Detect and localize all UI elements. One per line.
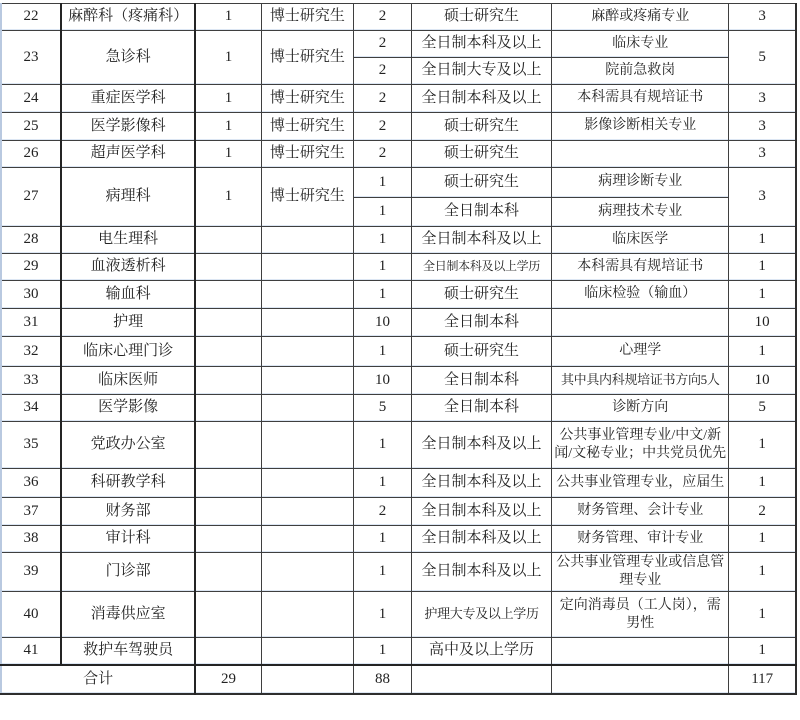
table-cell: 硕士研究生	[411, 141, 551, 168]
table-cell	[195, 227, 261, 254]
table-cell	[552, 141, 729, 168]
table-cell	[261, 337, 353, 367]
table-cell: 10	[353, 309, 411, 337]
table-cell: 10	[729, 367, 796, 395]
table-row	[1, 553, 796, 592]
table-cell	[195, 422, 261, 469]
table-cell: 病理诊断专业	[552, 168, 729, 198]
table-cell: 1	[353, 526, 411, 553]
table-cell: 22	[1, 4, 61, 31]
table-cell: 病理科	[61, 168, 195, 227]
table-cell: 合计	[1, 665, 195, 694]
table-cell: 临床心理门诊	[61, 337, 195, 367]
table-cell: 39	[1, 553, 61, 592]
table-cell: 全日制本科及以上	[411, 227, 551, 254]
table-cell: 博士研究生	[261, 85, 353, 113]
table-cell: 1	[195, 141, 261, 168]
table-cell: 定向消毒员（工人岗），需男性	[552, 592, 729, 638]
table-cell: 2	[353, 58, 411, 85]
table-cell: 1	[729, 254, 796, 281]
table-cell: 26	[1, 141, 61, 168]
table-cell: 硕士研究生	[411, 337, 551, 367]
table-cell: 诊断方向	[552, 395, 729, 422]
table-cell: 41	[1, 638, 61, 665]
table-cell: 2	[729, 498, 796, 526]
table-row	[1, 254, 796, 281]
table-cell: 超声医学科	[61, 141, 195, 168]
table-cell: 全日制本科及以上	[411, 85, 551, 113]
table-cell: 医学影像	[61, 395, 195, 422]
table-cell: 1	[353, 638, 411, 665]
table-cell: 全日制本科及以上	[411, 526, 551, 553]
table-row	[1, 168, 796, 198]
table-cell	[261, 422, 353, 469]
table-cell: 1	[353, 337, 411, 367]
table-row	[1, 367, 796, 395]
table-cell: 麻醉或疼痛专业	[552, 4, 729, 31]
table-cell	[261, 526, 353, 553]
table-cell: 32	[1, 337, 61, 367]
table-cell: 本科需具有规培证书	[552, 85, 729, 113]
table-cell: 1	[353, 254, 411, 281]
table-cell: 1	[729, 227, 796, 254]
table-cell: 30	[1, 281, 61, 309]
table-cell: 1	[729, 553, 796, 592]
table-cell: 1	[353, 469, 411, 498]
table-cell: 博士研究生	[261, 113, 353, 141]
table-cell: 全日制本科及以上	[411, 31, 551, 58]
table-cell: 全日制本科及以上学历	[411, 254, 551, 281]
table-cell: 全日制本科及以上	[411, 498, 551, 526]
table-cell: 病理技术专业	[552, 198, 729, 227]
table-cell: 2	[353, 85, 411, 113]
table-cell: 门诊部	[61, 553, 195, 592]
table-cell: 1	[729, 592, 796, 638]
table-cell	[195, 498, 261, 526]
table-cell: 财务管理、审计专业	[552, 526, 729, 553]
table-cell: 34	[1, 395, 61, 422]
table-cell: 全日制本科	[411, 395, 551, 422]
table-cell	[261, 254, 353, 281]
table-cell: 1	[353, 553, 411, 592]
table-cell	[411, 665, 551, 694]
table-cell: 全日制本科及以上	[411, 422, 551, 469]
table-cell: 3	[729, 113, 796, 141]
table-cell: 医学影像科	[61, 113, 195, 141]
table-cell: 40	[1, 592, 61, 638]
table-cell	[261, 395, 353, 422]
table-cell: 25	[1, 113, 61, 141]
table-cell: 5	[729, 395, 796, 422]
table-cell	[261, 227, 353, 254]
table-cell: 电生理科	[61, 227, 195, 254]
table-cell: 1	[353, 281, 411, 309]
table-body	[1, 4, 796, 694]
table-row	[1, 4, 796, 31]
table-cell: 救护车驾驶员	[61, 638, 195, 665]
table-cell: 35	[1, 422, 61, 469]
table-cell: 2	[353, 113, 411, 141]
table-row	[1, 395, 796, 422]
table-cell: 37	[1, 498, 61, 526]
table-cell: 科研教学科	[61, 469, 195, 498]
table-cell: 硕士研究生	[411, 281, 551, 309]
table-cell	[552, 309, 729, 337]
table-cell: 高中及以上学历	[411, 638, 551, 665]
table-cell	[195, 337, 261, 367]
table-cell: 27	[1, 168, 61, 227]
table-cell: 36	[1, 469, 61, 498]
table-cell: 临床专业	[552, 31, 729, 58]
table-cell: 1	[729, 526, 796, 553]
table-cell: 急诊科	[61, 31, 195, 85]
table-cell: 血液透析科	[61, 254, 195, 281]
table-row	[1, 638, 796, 665]
table-cell: 麻醉科（疼痛科）	[61, 4, 195, 31]
table-cell: 1	[353, 592, 411, 638]
table-cell: 财务管理、会计专业	[552, 498, 729, 526]
table-cell: 29	[1, 254, 61, 281]
table-row	[1, 469, 796, 498]
table-cell: 博士研究生	[261, 141, 353, 168]
table-cell	[552, 665, 729, 694]
table-cell	[261, 665, 353, 694]
table-cell: 3	[729, 141, 796, 168]
table-cell	[195, 254, 261, 281]
table-cell	[261, 281, 353, 309]
table-cell: 28	[1, 227, 61, 254]
table-cell: 审计科	[61, 526, 195, 553]
table-cell: 临床医师	[61, 367, 195, 395]
table-cell: 公共事业管理专业/中文/新闻/文秘专业；中共党员优先	[552, 422, 729, 469]
table-cell: 护理大专及以上学历	[411, 592, 551, 638]
table-cell: 全日制大专及以上	[411, 58, 551, 85]
table-cell: 3	[729, 168, 796, 227]
table-cell	[195, 638, 261, 665]
table-cell: 全日制本科	[411, 198, 551, 227]
table-cell: 1	[195, 31, 261, 85]
table-cell: 3	[729, 85, 796, 113]
table-cell: 88	[353, 665, 411, 694]
table-cell: 33	[1, 367, 61, 395]
table-cell: 1	[353, 422, 411, 469]
table-cell: 全日制本科及以上	[411, 553, 551, 592]
table-cell: 5	[353, 395, 411, 422]
table-row	[1, 337, 796, 367]
table-cell	[261, 638, 353, 665]
table-cell: 1	[353, 227, 411, 254]
table-cell: 2	[353, 4, 411, 31]
table-cell: 博士研究生	[261, 31, 353, 85]
table-cell: 1	[729, 638, 796, 665]
table-cell	[261, 309, 353, 337]
table-cell: 2	[353, 498, 411, 526]
table-cell	[195, 395, 261, 422]
table-cell: 5	[729, 31, 796, 85]
table-cell: 公共事业管理专业，应届生	[552, 469, 729, 498]
table-cell: 党政办公室	[61, 422, 195, 469]
table-cell: 1	[195, 4, 261, 31]
table-cell: 消毒供应室	[61, 592, 195, 638]
table-row	[1, 141, 796, 168]
table-cell	[195, 469, 261, 498]
table-cell: 输血科	[61, 281, 195, 309]
table-cell	[261, 592, 353, 638]
table-cell: 本科需具有规培证书	[552, 254, 729, 281]
table-cell: 1	[195, 85, 261, 113]
table-cell: 心理学	[552, 337, 729, 367]
table-row	[1, 592, 796, 638]
table-cell	[195, 309, 261, 337]
table-cell: 全日制本科	[411, 367, 551, 395]
table-row	[1, 309, 796, 337]
table-row	[1, 526, 796, 553]
table-cell: 23	[1, 31, 61, 85]
table-cell: 全日制本科及以上	[411, 469, 551, 498]
table-cell: 护理	[61, 309, 195, 337]
table-cell: 117	[729, 665, 796, 694]
table-cell	[195, 553, 261, 592]
table-cell: 全日制本科	[411, 309, 551, 337]
table-cell: 1	[729, 281, 796, 309]
table-cell	[195, 367, 261, 395]
table-cell	[261, 498, 353, 526]
table-row	[1, 227, 796, 254]
table-cell: 1	[729, 422, 796, 469]
table-cell: 1	[353, 198, 411, 227]
table-cell: 博士研究生	[261, 4, 353, 31]
table-cell: 29	[195, 665, 261, 694]
table-cell: 硕士研究生	[411, 4, 551, 31]
table-cell	[195, 592, 261, 638]
table-cell	[195, 526, 261, 553]
table-cell: 10	[353, 367, 411, 395]
table-cell: 1	[195, 168, 261, 227]
table-cell: 1	[729, 469, 796, 498]
table-cell: 博士研究生	[261, 168, 353, 227]
table-row	[1, 113, 796, 141]
total-row	[1, 665, 796, 694]
table-cell: 临床医学	[552, 227, 729, 254]
table-cell: 重症医学科	[61, 85, 195, 113]
table-cell	[552, 638, 729, 665]
table-cell	[261, 553, 353, 592]
table-cell: 10	[729, 309, 796, 337]
table-cell: 1	[353, 168, 411, 198]
table-cell: 临床检验（输血）	[552, 281, 729, 309]
table-cell: 2	[353, 141, 411, 168]
table-cell: 1	[729, 337, 796, 367]
table-cell: 2	[353, 31, 411, 58]
table-cell: 影像诊断相关专业	[552, 113, 729, 141]
table-cell: 31	[1, 309, 61, 337]
table-cell: 财务部	[61, 498, 195, 526]
table-row	[1, 31, 796, 58]
table-row	[1, 422, 796, 469]
table-cell: 硕士研究生	[411, 113, 551, 141]
recruitment-table	[0, 3, 797, 695]
table-cell: 3	[729, 4, 796, 31]
table-cell: 院前急救岗	[552, 58, 729, 85]
table-cell: 公共事业管理专业或信息管理专业	[552, 553, 729, 592]
table-row	[1, 498, 796, 526]
table-cell	[261, 469, 353, 498]
table-cell: 其中具内科规培证书方向5人	[552, 367, 729, 395]
table-cell: 1	[195, 113, 261, 141]
table-cell: 38	[1, 526, 61, 553]
table-row	[1, 85, 796, 113]
table-cell	[195, 281, 261, 309]
table-cell: 24	[1, 85, 61, 113]
table-cell: 硕士研究生	[411, 168, 551, 198]
table-row	[1, 281, 796, 309]
table-cell	[261, 367, 353, 395]
